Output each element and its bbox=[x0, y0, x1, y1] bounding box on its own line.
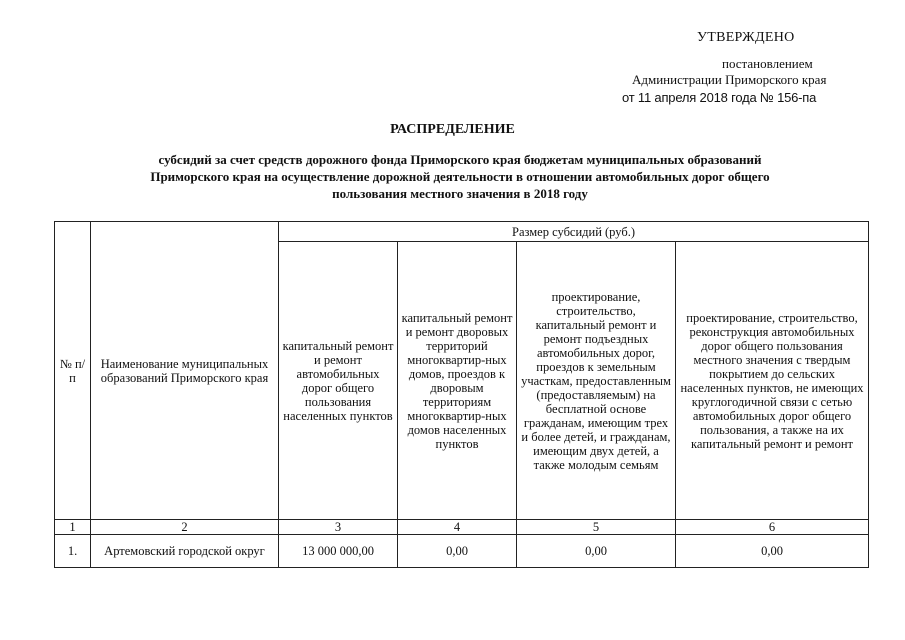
table-header-row-1 bbox=[55, 222, 869, 242]
document-subtitle bbox=[150, 151, 770, 202]
amount-col-5: 0,00 bbox=[517, 535, 676, 568]
column-numbers-row bbox=[55, 520, 869, 535]
column-number: 2 bbox=[91, 520, 279, 535]
row-number: 1. bbox=[55, 535, 91, 568]
municipality-name: Артемовский городской округ bbox=[91, 535, 279, 568]
header-col-6: проектирование, строительство, реконструкция автомобильных дорог общего пользования местного значения с твердым покрытием до сельских населенных пунктов, не имеющих круглогодичной связи с сетью автомобильных дорог общего пользования, а также на их капитальный ремонт и ремонт bbox=[676, 242, 869, 520]
amount-col-4: 0,00 bbox=[398, 535, 517, 568]
amount-col-6: 0,00 bbox=[676, 535, 869, 568]
column-number: 5 bbox=[517, 520, 676, 535]
subtitle-line-1: субсидий за счет средств дорожного фонда Приморского края бюджетам муниципальных образований bbox=[158, 152, 762, 167]
decree-date-line: от 11 апреля 2018 года № 156-па bbox=[622, 90, 817, 105]
decree-line-2: Администрации Приморского края bbox=[632, 72, 827, 87]
header-col-3: капитальный ремонт и ремонт автомобильных дорог общего пользования населенных пунктов bbox=[279, 242, 398, 520]
amount-col-3: 13 000 000,00 bbox=[279, 535, 398, 568]
header-subsidy-amount-group: Размер субсидий (руб.) bbox=[279, 222, 869, 242]
header-col-5: проектирование, строительство, капитальный ремонт и ремонт подъездных автомобильных дорог, проездов к земельным участкам, предоставленным (предоставляемым) на бесплатной основе гражданам, имеющим трех и более детей, и гражданам, имеющим двух детей, а также молодым семьям bbox=[517, 242, 676, 520]
column-number: 1 bbox=[55, 520, 91, 535]
subtitle-line-3: пользования местного значения в 2018 году bbox=[332, 186, 588, 201]
header-col-4: капитальный ремонт и ремонт дворовых территорий многоквартир-ных домов, проездов к дворовым территориям многоквартир-ных домов населенных пунктов bbox=[398, 242, 517, 520]
column-number: 6 bbox=[676, 520, 869, 535]
approved-label: УТВЕРЖДЕНО bbox=[697, 30, 795, 45]
column-number: 3 bbox=[279, 520, 398, 535]
decree-line-1: постановлением bbox=[722, 56, 813, 71]
header-municipality-name: Наименование муниципальных образований Приморского края bbox=[91, 222, 279, 520]
header-row-number: № п/п bbox=[55, 222, 91, 520]
table-row bbox=[55, 535, 869, 568]
subtitle-line-2: Приморского края на осуществление дорожной деятельности в отношении автомобильных дорог общего bbox=[150, 169, 770, 184]
subsidy-distribution-table bbox=[54, 221, 869, 568]
column-number: 4 bbox=[398, 520, 517, 535]
document-title: РАСПРЕДЕЛЕНИЕ bbox=[390, 122, 515, 137]
